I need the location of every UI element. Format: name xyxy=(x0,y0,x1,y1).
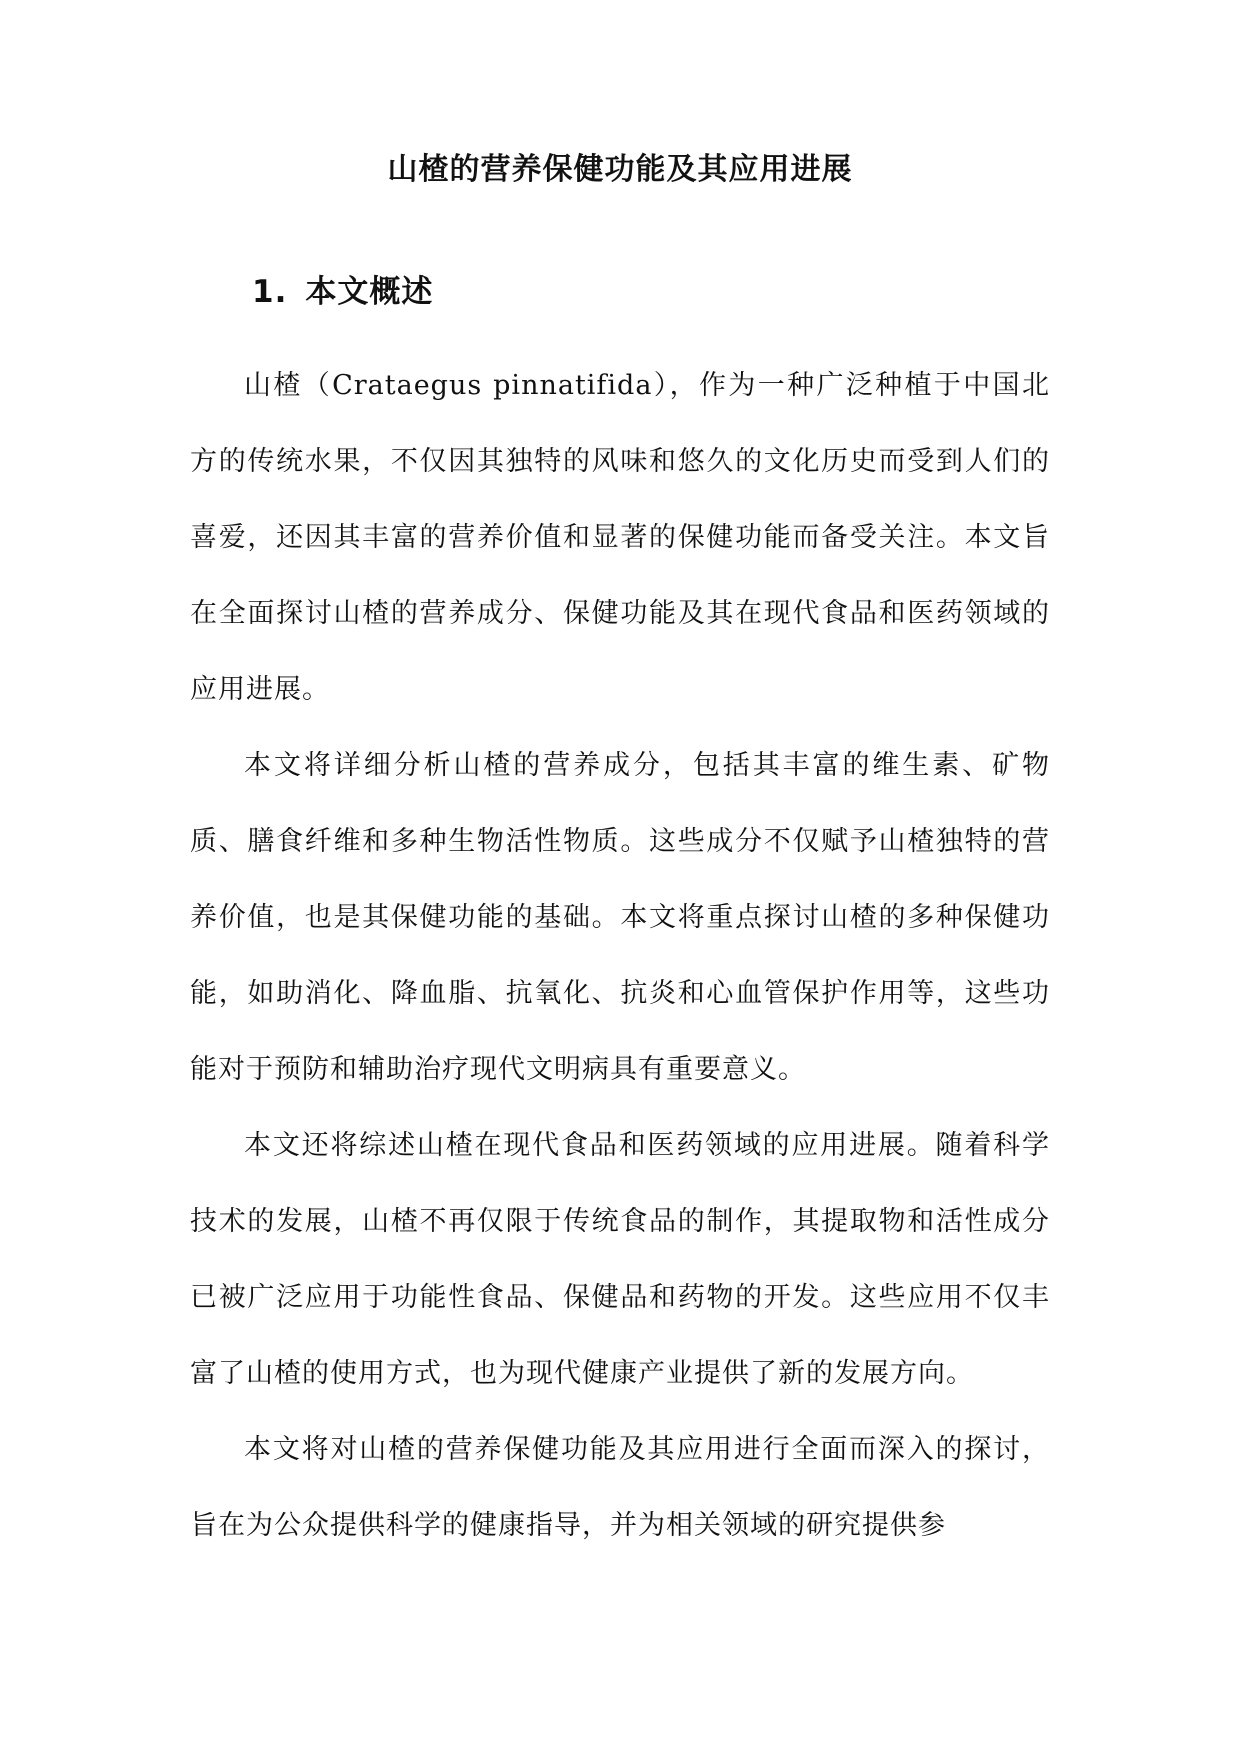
body-text xyxy=(190,348,1050,1564)
paragraph: 山楂（Crataegus pinnatifida），作为一种广泛种植于中国北方的传统水果，不仅因其独特的风味和悠久的文化历史而受到人们的喜爱，还因其丰富的营养价值和显著的保健功能而备受关注。本文旨在全面探讨山楂的营养成分、保健功能及其在现代食品和医药领域的应用进展。 xyxy=(190,370,1050,705)
paragraph: 本文将对山楂的营养保健功能及其应用进行全面而深入的探讨，旨在为公众提供科学的健康指导，并为相关领域的研究提供参 xyxy=(190,1434,1050,1541)
section-number: 1. xyxy=(252,274,288,310)
section-heading xyxy=(252,272,433,312)
document-title: 山楂的营养保健功能及其应用进展 xyxy=(387,152,853,187)
paragraph: 本文将详细分析山楂的营养成分，包括其丰富的维生素、矿物质、膳食纤维和多种生物活性物质。这些成分不仅赋予山楂独特的营养价值，也是其保健功能的基础。本文将重点探讨山楂的多种保健功能，如助消化、降血脂、抗氧化、抗炎和心血管保护作用等，这些功能对于预防和辅助治疗现代文明病具有重要意义。 xyxy=(190,750,1050,1085)
paragraph: 本文还将综述山楂在现代食品和医药领域的应用进展。随着科学技术的发展，山楂不再仅限于传统食品的制作，其提取物和活性成分已被广泛应用于功能性食品、保健品和药物的开发。这些应用不仅丰富了山楂的使用方式，也为现代健康产业提供了新的发展方向。 xyxy=(190,1130,1050,1389)
section-title: 本文概述 xyxy=(305,274,434,310)
